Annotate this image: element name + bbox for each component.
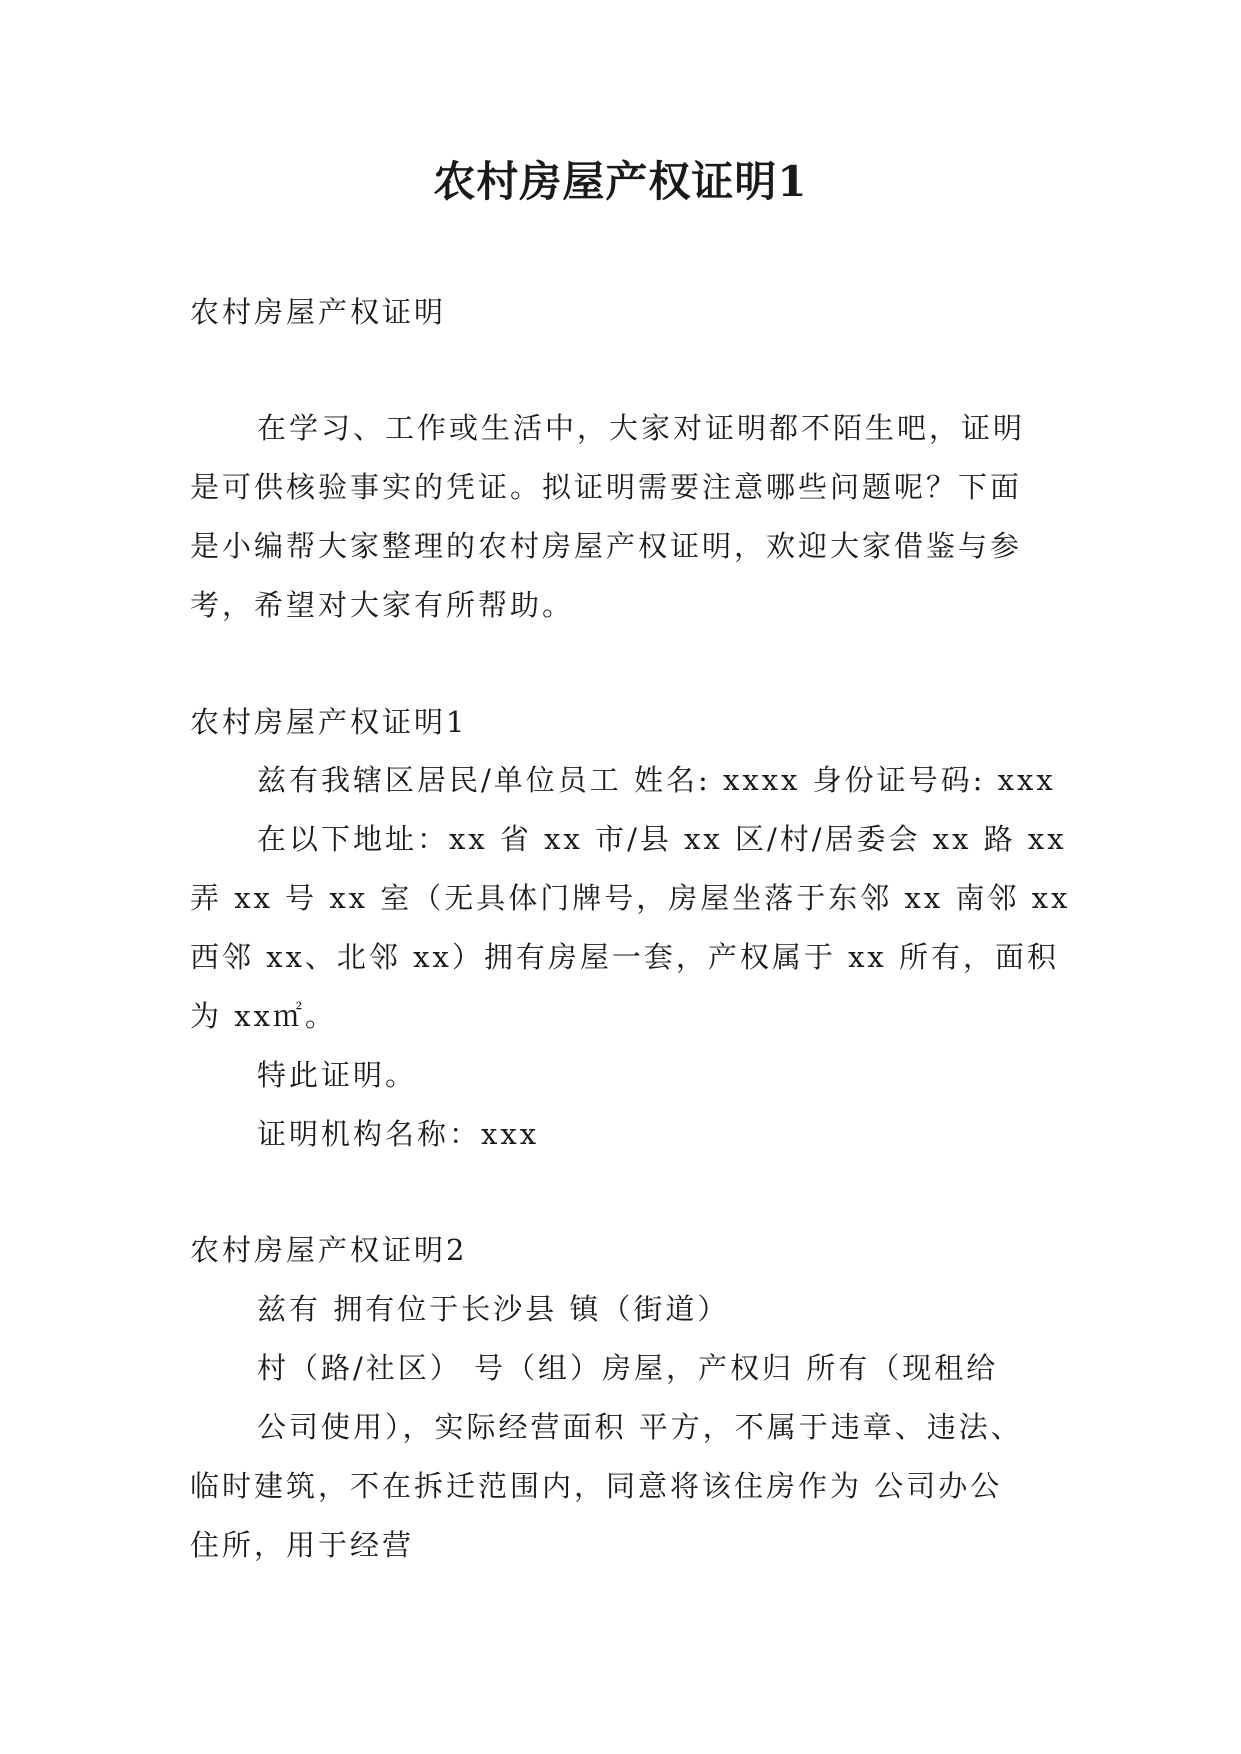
section1-line: 为 xx㎡。 (190, 999, 337, 1033)
subtitle: 农村房屋产权证明 (190, 295, 447, 329)
section1-line: 证明机构名称：xxx (257, 1117, 540, 1151)
intro-line: 是可供核验事实的凭证。拟证明需要注意哪些问题呢？下面 (190, 470, 1023, 504)
section1-line: 弄 xx 号 xx 室（无具体门牌号，房屋坐落于东邻 xx 南邻 xx (190, 881, 1071, 915)
section2-line: 村（路/社区） 号（组）房屋，产权归 所有（现租给 (257, 1351, 999, 1385)
section1-line: 在以下地址：xx 省 xx 市/县 xx 区/村/居委会 xx 路 xx (257, 822, 1067, 856)
document-title: 农村房屋产权证明1 (433, 157, 808, 206)
section2-line: 公司使用），实际经营面积 平方，不属于违章、违法、 (257, 1410, 1023, 1444)
section1-heading: 农村房屋产权证明1 (190, 705, 468, 739)
intro-line: 考，希望对大家有所帮助。 (190, 588, 575, 622)
section2-heading: 农村房屋产权证明2 (190, 1233, 468, 1267)
section2-line: 兹有 拥有位于长沙县 镇（街道） (257, 1292, 730, 1326)
section1-line: 特此证明。 (257, 1058, 418, 1092)
intro-line: 在学习、工作或生活中，大家对证明都不陌生吧，证明 (257, 411, 1026, 445)
section1-line: 西邻 xx、北邻 xx）拥有房屋一套，产权属于 xx 所有，面积 (190, 940, 1060, 974)
section1-line: 兹有我辖区居民/单位员工 姓名: xxxx 身份证号码: xxx (257, 763, 1056, 797)
section2-line: 临时建筑，不在拆迁范围内，同意将该住房作为 公司办公 (190, 1469, 1003, 1503)
intro-line: 是小编帮大家整理的农村房屋产权证明，欢迎大家借鉴与参 (190, 529, 1023, 563)
section2-line: 住所，用于经营 (190, 1528, 415, 1562)
